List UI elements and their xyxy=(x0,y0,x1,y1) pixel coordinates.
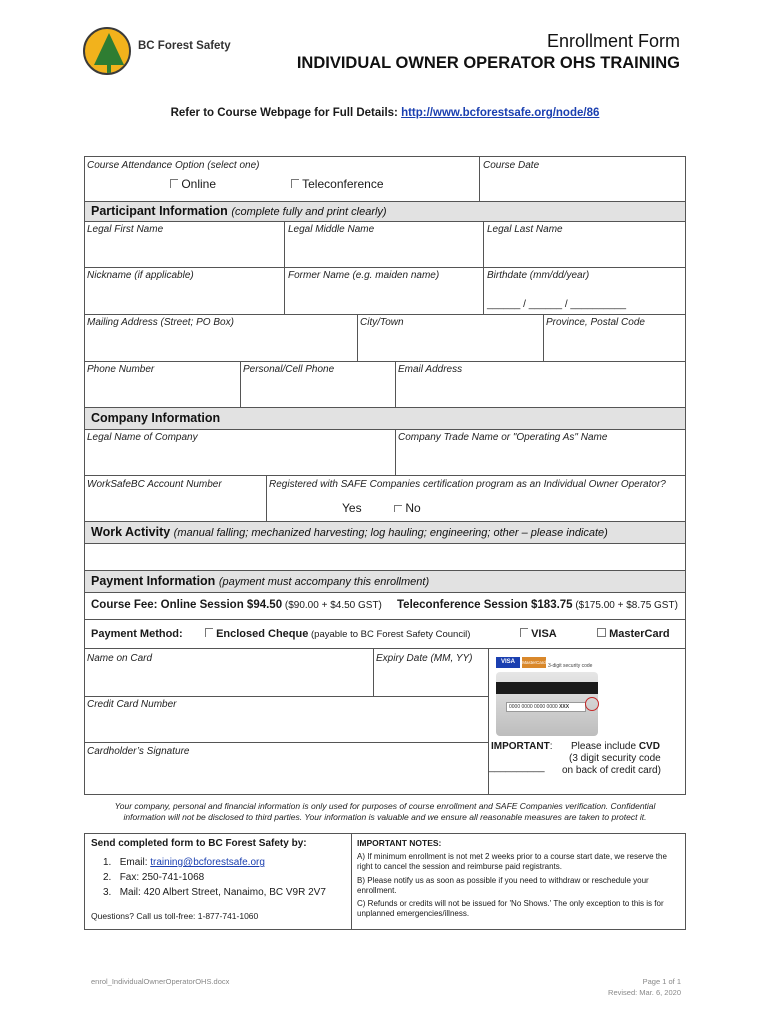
course-reference: Refer to Course Webpage for Full Details: http://www.bcforestsafe.org/node/86 xyxy=(170,107,600,119)
cell-phone-field[interactable]: Personal/Cell Phone xyxy=(243,364,335,375)
form-title: Enrollment Form xyxy=(546,31,680,51)
email-field[interactable]: Email Address xyxy=(398,364,463,375)
visa-option[interactable]: VISA xyxy=(520,628,557,640)
send-title: Send completed form to BC Forest Safety by: xyxy=(91,838,307,849)
questions-phone: Questions? Call us toll-free: 1-877-741-1060 xyxy=(91,911,259,921)
divider xyxy=(395,361,396,408)
privacy-notice-line2: information will not be disclosed to third parties. Your information is valuable and we ensure all reasonable measures are taken to protect it. xyxy=(123,812,647,822)
company-legal-name-field[interactable]: Legal Name of Company xyxy=(87,432,198,443)
safe-registered-yes[interactable]: Yes xyxy=(342,501,362,515)
company-trade-name-field[interactable]: Company Trade Name or "Operating As" Name xyxy=(398,432,608,443)
payment-title: Payment Information (payment must accompany this enrollment) xyxy=(91,574,430,588)
online-option[interactable]: Online xyxy=(170,177,216,191)
birthdate-field[interactable]: Birthdate (mm/dd/year) xyxy=(487,270,590,281)
mastercard-logo-icon: MasterCard xyxy=(522,657,546,668)
form-subtitle: INDIVIDUAL OWNER OPERATOR OHS TRAINING xyxy=(296,54,680,72)
magnetic-stripe xyxy=(496,682,598,694)
signature-field[interactable]: Cardholder’s Signature xyxy=(87,746,190,757)
course-webpage-link[interactable]: http://www.bcforestsafe.org/node/86 xyxy=(401,107,600,119)
visa-logo-icon: VISA xyxy=(496,657,520,668)
mastercard-checkbox[interactable] xyxy=(597,628,606,637)
divider xyxy=(284,221,285,314)
nickname-field[interactable]: Nickname (if applicable) xyxy=(87,270,194,281)
safe-registered-question: Registered with SAFE Companies certification program as an Individual Owner Operator? xyxy=(269,479,666,490)
divider xyxy=(351,833,352,930)
divider xyxy=(84,648,686,649)
teleconference-fee: Teleconference Session $183.75 ($175.00 + $8.75 GST) xyxy=(397,599,678,611)
divider xyxy=(373,648,374,696)
province-field[interactable]: Province, Postal Code xyxy=(546,317,645,328)
name-on-card-field[interactable]: Name on Card xyxy=(87,653,153,664)
participant-title: Participant Information (complete fully and print clearly) xyxy=(91,204,387,218)
training-email-link[interactable]: training@bcforestsafe.org xyxy=(150,857,265,868)
cheque-option[interactable]: Enclosed Cheque (payable to BC Forest Safety Council) xyxy=(205,628,470,640)
cvd-note-line3: on back of credit card) xyxy=(562,765,661,776)
send-fax: 2. Fax: 250-741-1068 xyxy=(103,872,205,883)
worksafebc-account-field[interactable]: WorkSafeBC Account Number xyxy=(87,479,222,490)
send-email: 1. Email: training@bcforestsafe.org xyxy=(103,857,265,868)
footer-revised: Revised: Mar. 6, 2020 xyxy=(608,988,681,997)
footer-filename: enrol_IndividualOwnerOperatorOHS.docx xyxy=(91,977,230,986)
cvd-highlight-icon xyxy=(585,697,599,711)
cvd-caption: 3-digit security code xyxy=(548,663,593,669)
divider xyxy=(84,742,488,743)
city-field[interactable]: City/Town xyxy=(360,317,404,328)
divider xyxy=(357,314,358,361)
divider xyxy=(543,314,544,361)
middle-name-field[interactable]: Legal Middle Name xyxy=(288,224,375,235)
expiry-date-field[interactable]: Expiry Date (MM, YY) xyxy=(376,653,473,664)
divider xyxy=(266,475,267,522)
cvd-blank: __________ xyxy=(489,762,545,773)
send-mail: 3. Mail: 420 Albert Street, Nanaimo, BC V9R 2V7 xyxy=(103,887,326,898)
mailing-address-field[interactable]: Mailing Address (Street; PO Box) xyxy=(87,317,234,328)
course-date-label: Course Date xyxy=(483,160,540,171)
divider xyxy=(84,267,686,268)
payment-method-label: Payment Method: xyxy=(91,628,183,640)
first-name-field[interactable]: Legal First Name xyxy=(87,224,164,235)
org-name: BC Forest Safety xyxy=(138,40,231,52)
no-checkbox[interactable] xyxy=(394,505,402,512)
visa-checkbox[interactable] xyxy=(520,628,528,637)
divider xyxy=(395,429,396,475)
privacy-notice-line1: Your company, personal and financial information is only used for purposes of course enrollment and SAFE Companies verification. Confidential xyxy=(114,801,656,811)
phone-field[interactable]: Phone Number xyxy=(87,364,155,375)
card-number-field[interactable]: Credit Card Number xyxy=(87,699,177,710)
divider xyxy=(240,361,241,408)
divider xyxy=(483,221,484,314)
former-name-field[interactable]: Former Name (e.g. maiden name) xyxy=(288,270,440,281)
cvd-note-line2: (3 digit security code xyxy=(569,753,661,764)
note-c: C) Refunds or credits will not be issued for 'No Shows.' The only exception to this is for unplanned emergencies/illness. xyxy=(357,899,664,918)
divider xyxy=(84,475,686,476)
online-checkbox[interactable] xyxy=(170,179,178,188)
note-a: A) If minimum enrollment is not met 2 weeks prior to a course start date, we reserve the right to cancel the session and reimburse paid registrants. xyxy=(357,852,667,871)
divider xyxy=(84,361,686,362)
cheque-checkbox[interactable] xyxy=(205,628,213,637)
work-activity-title: Work Activity (manual falling; mechanized harvesting; log hauling; engineering; other – please indicate) xyxy=(91,525,608,539)
attendance-label: Course Attendance Option (select one) xyxy=(87,160,260,171)
credit-card-back-image xyxy=(496,672,598,736)
work-activity-field[interactable] xyxy=(84,543,686,571)
footer-page: Page 1 of 1 xyxy=(642,977,681,986)
last-name-field[interactable]: Legal Last Name xyxy=(487,224,563,235)
logo-icon xyxy=(83,27,131,75)
divider xyxy=(84,619,686,620)
note-b: B) Please notify us as soon as possible if you need to withdraw or reschedule your enrollment. xyxy=(357,876,649,895)
notes-title: IMPORTANT NOTES: xyxy=(357,838,442,848)
divider xyxy=(84,314,686,315)
divider xyxy=(479,156,480,202)
divider xyxy=(84,696,488,697)
important-label: IMPORTANT: xyxy=(491,741,553,752)
signature-panel: 0000 0000 0000 0000 XXX xyxy=(506,702,586,712)
safe-registered-no[interactable]: No xyxy=(394,501,421,515)
cvd-note-line1: Please include CVD xyxy=(571,741,660,752)
online-fee: Course Fee: Online Session $94.50 ($90.00 + $4.50 GST) xyxy=(91,599,382,611)
mastercard-option[interactable]: MasterCard xyxy=(597,628,670,640)
company-title: Company Information xyxy=(91,411,221,425)
teleconference-option[interactable]: Teleconference xyxy=(291,177,384,191)
teleconference-checkbox[interactable] xyxy=(291,179,299,188)
birthdate-blank: ______ / ______ / __________ xyxy=(487,299,627,310)
